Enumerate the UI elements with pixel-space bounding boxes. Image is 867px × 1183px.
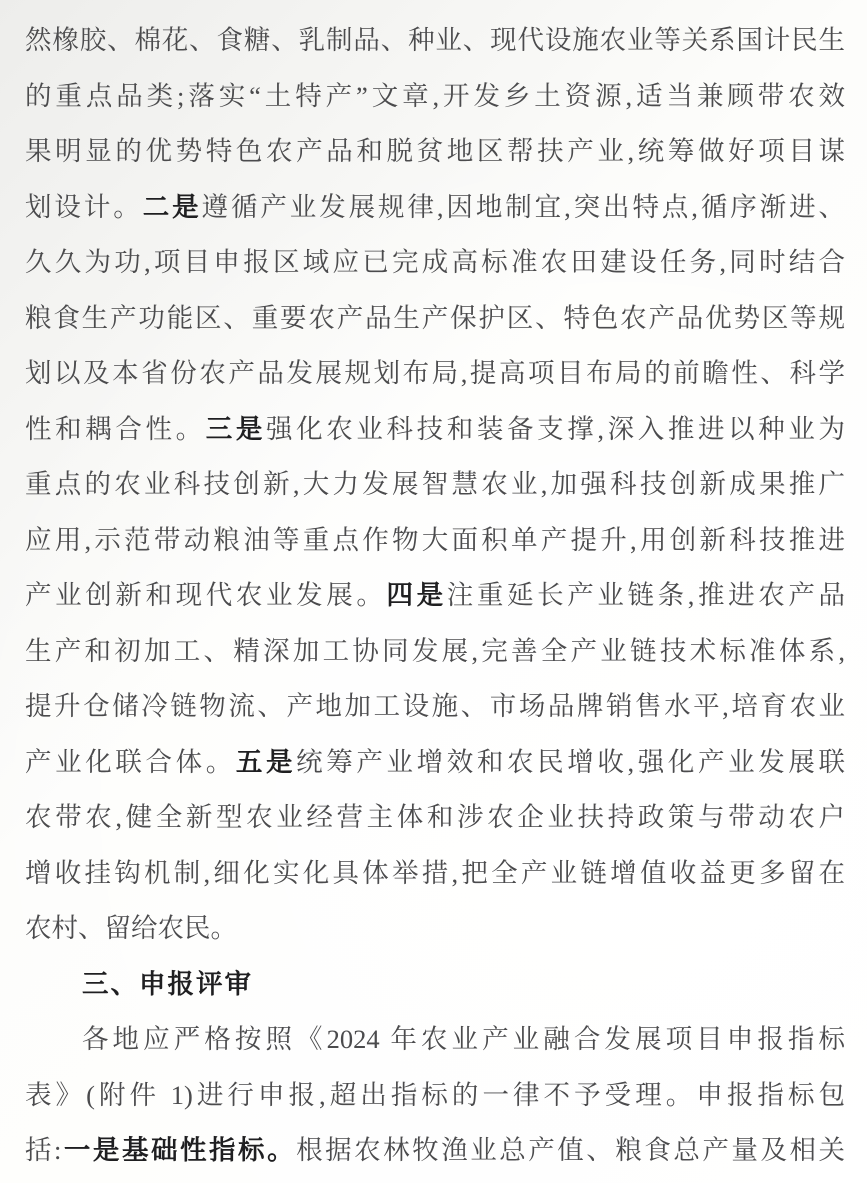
text-line	[25, 402, 845, 458]
text-line	[25, 735, 845, 791]
text-segment: 划以及本省份农产品发展规划布局,提高项目布局的前瞻性、科学	[25, 358, 845, 388]
text-segment: 生产和初加工、精深加工协同发展,完善全产业链技术标准体系,	[25, 635, 845, 666]
text-segment: 产业创新和现代农业发展。	[25, 580, 387, 610]
text-line	[25, 624, 845, 680]
text-line	[25, 1012, 845, 1068]
text-segment: 表》(附件 1)进行申报,超出指标的一律不予受理。申报指标包	[25, 1079, 845, 1110]
text-line	[25, 124, 845, 180]
text-segment: 粮食生产功能区、重要农产品生产保护区、特色农产品优势区等规	[25, 302, 845, 333]
text-segment: 划设计。	[25, 191, 143, 222]
text-line	[25, 346, 845, 402]
text-line	[25, 1123, 845, 1179]
text-segment: 农村、留给农民。	[25, 913, 237, 943]
text-segment: 提升仓储冷链物流、产地加工设施、市场品牌销售水平,培育农业	[25, 691, 845, 721]
emphasized-text: 四是	[386, 580, 447, 610]
text-segment: 重点的农业科技创新,大力发展智慧农业,加强科技创新成果推广	[25, 469, 845, 499]
text-segment: 久久为功,项目申报区域应已完成高标准农田建设任务,同时结合	[25, 247, 845, 277]
text-line	[25, 846, 845, 902]
text-line	[25, 1068, 845, 1124]
text-segment: 农带农,健全新型农业经营主体和涉农企业扶持政策与带动农户	[25, 802, 845, 832]
text-segment: 统筹产业增效和农民增收,强化产业发展联	[296, 746, 845, 777]
text-segment: 遵循产业发展规律,因地制宜,突出特点,循序渐进、	[201, 191, 845, 222]
emphasized-text: 一是基础性指标。	[61, 1135, 297, 1165]
emphasized-text: 五是	[235, 746, 297, 777]
section-heading	[25, 957, 845, 1013]
text-line	[25, 180, 845, 236]
text-segment: 然橡胶、棉花、食糖、乳制品、种业、现代设施农业等关系国计民生	[25, 25, 845, 55]
text-line	[25, 291, 845, 347]
text-line	[25, 457, 845, 513]
text-segment: 应用,示范带动粮油等重点作物大面积单产提升,用创新科技推进	[25, 524, 845, 555]
text-line	[25, 790, 845, 846]
text-segment: 产业化联合体。	[25, 746, 236, 777]
text-line	[25, 568, 845, 624]
text-segment: 果明显的优势特色农产品和脱贫地区帮扶产业,统筹做好项目谋	[25, 136, 845, 166]
text-segment: 增收挂钩机制,细化实化具体举措,把全产业链增值收益更多留在	[25, 857, 845, 888]
text-segment: 强化农业科技和装备支撑,深入推进以种业为	[266, 413, 845, 444]
text-segment: 的重点品类;落实“土特产”文章,开发乡土资源,适当兼顾带农效	[25, 80, 845, 111]
text-segment: 根据农林牧渔业总产值、粮食总产量及相关	[296, 1135, 845, 1165]
text-segment: 各地应严格按照《2024 年农业产业融合发展项目申报指标	[81, 1024, 845, 1054]
document-body	[25, 13, 845, 1179]
text-line	[25, 69, 845, 125]
text-line	[25, 901, 845, 957]
text-segment: 括:	[25, 1135, 62, 1165]
text-segment: 性和耦合性。	[25, 413, 206, 444]
text-line	[25, 13, 845, 69]
text-line	[25, 513, 845, 569]
text-segment: 注重延长产业链条,推进农产品	[446, 580, 845, 610]
emphasized-text: 三、申报评审	[81, 968, 253, 999]
emphasized-text: 二是	[142, 191, 202, 222]
text-line	[25, 235, 845, 291]
emphasized-text: 三是	[205, 413, 266, 444]
text-line	[25, 679, 845, 735]
